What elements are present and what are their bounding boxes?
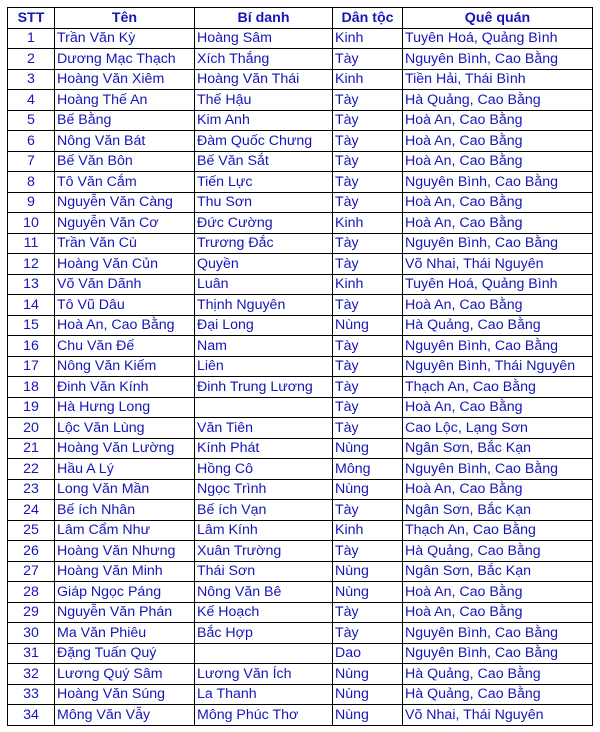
cell-que: Hoà An, Cao Bằng (403, 582, 593, 603)
cell-que: Hà Quảng, Cao Bằng (403, 90, 593, 111)
cell-stt: 29 (8, 602, 55, 623)
header-bidanh: Bí danh (195, 8, 333, 29)
cell-que: Hoà An, Cao Bằng (403, 151, 593, 172)
cell-bidanh: Thịnh Nguyên (195, 295, 333, 316)
cell-bidanh: Quyền (195, 254, 333, 275)
cell-bidanh: Bắc Hợp (195, 623, 333, 644)
cell-dantoc: Nùng (333, 705, 403, 726)
cell-stt: 10 (8, 213, 55, 234)
cell-que: Nguyên Bình, Cao Bằng (403, 643, 593, 664)
cell-ten: Hoàng Văn Lường (55, 438, 195, 459)
cell-ten: Dương Mạc Thạch (55, 49, 195, 70)
cell-que: Nguyên Bình, Cao Bằng (403, 172, 593, 193)
table-row (8, 49, 593, 70)
cell-que: Võ Nhai, Thái Nguyên (403, 705, 593, 726)
cell-ten: Võ Văn Dãnh (55, 274, 195, 295)
cell-que: Hoà An, Cao Bằng (403, 192, 593, 213)
cell-bidanh: Bế Văn Sắt (195, 151, 333, 172)
cell-ten: Hoàng Văn Củn (55, 254, 195, 275)
cell-que: Nguyên Bình, Cao Bằng (403, 459, 593, 480)
cell-ten: Bế Bằng (55, 110, 195, 131)
table-row (8, 520, 593, 541)
cell-stt: 15 (8, 315, 55, 336)
cell-stt: 16 (8, 336, 55, 357)
cell-dantoc: Tày (333, 254, 403, 275)
cell-dantoc: Nùng (333, 664, 403, 685)
cell-bidanh: La Thanh (195, 684, 333, 705)
cell-dantoc: Nùng (333, 315, 403, 336)
cell-que: Hoà An, Cao Bằng (403, 213, 593, 234)
cell-stt: 11 (8, 233, 55, 254)
cell-stt: 13 (8, 274, 55, 295)
cell-ten: Đặng Tuấn Quý (55, 643, 195, 664)
cell-dantoc: Tày (333, 602, 403, 623)
people-table (7, 7, 593, 726)
cell-que: Võ Nhai, Thái Nguyên (403, 254, 593, 275)
cell-dantoc: Tày (333, 151, 403, 172)
table-row (8, 192, 593, 213)
cell-ten: Lộc Văn Lùng (55, 418, 195, 439)
cell-que: Hoà An, Cao Bằng (403, 295, 593, 316)
cell-stt: 7 (8, 151, 55, 172)
table-row (8, 643, 593, 664)
cell-stt: 3 (8, 69, 55, 90)
cell-bidanh: Kính Phát (195, 438, 333, 459)
cell-ten: Giáp Ngọc Páng (55, 582, 195, 603)
cell-dantoc: Nùng (333, 561, 403, 582)
table-row (8, 233, 593, 254)
cell-bidanh: Hoàng Sâm (195, 28, 333, 49)
cell-stt: 32 (8, 664, 55, 685)
cell-que: Hà Quảng, Cao Bằng (403, 315, 593, 336)
cell-dantoc: Dao (333, 643, 403, 664)
table-row (8, 684, 593, 705)
table-row (8, 541, 593, 562)
table-row (8, 438, 593, 459)
cell-ten: Nông Văn Kiếm (55, 356, 195, 377)
table-row (8, 172, 593, 193)
cell-ten: Hà Hưng Long (55, 397, 195, 418)
cell-bidanh: Nông Văn Bê (195, 582, 333, 603)
cell-stt: 18 (8, 377, 55, 398)
cell-ten: Hoàng Văn Nhưng (55, 541, 195, 562)
table-row (8, 561, 593, 582)
cell-stt: 4 (8, 90, 55, 111)
cell-dantoc: Tày (333, 110, 403, 131)
cell-ten: Lâm Cẩm Như (55, 520, 195, 541)
header-dantoc: Dân tộc (333, 8, 403, 29)
cell-dantoc: Tày (333, 623, 403, 644)
cell-dantoc: Tày (333, 295, 403, 316)
cell-que: Ngân Sơn, Bắc Kạn (403, 438, 593, 459)
cell-que: Hà Quảng, Cao Bằng (403, 684, 593, 705)
table-row (8, 274, 593, 295)
cell-bidanh: Liên (195, 356, 333, 377)
cell-dantoc: Kinh (333, 213, 403, 234)
table-row (8, 90, 593, 111)
cell-bidanh: Văn Tiên (195, 418, 333, 439)
table-row (8, 110, 593, 131)
cell-que: Tuyên Hoá, Quảng Bình (403, 28, 593, 49)
spreadsheet-table-container (7, 7, 593, 726)
cell-ten: Hoàng Văn Xiêm (55, 69, 195, 90)
table-row (8, 151, 593, 172)
table-body (8, 28, 593, 725)
cell-que: Hoà An, Cao Bằng (403, 602, 593, 623)
cell-dantoc: Tày (333, 541, 403, 562)
cell-que: Tiền Hải, Thái Bình (403, 69, 593, 90)
cell-stt: 1 (8, 28, 55, 49)
cell-bidanh: Nam (195, 336, 333, 357)
cell-bidanh: Lâm Kính (195, 520, 333, 541)
header-stt: STT (8, 8, 55, 29)
cell-stt: 12 (8, 254, 55, 275)
cell-bidanh: Bế ích Vạn (195, 500, 333, 521)
cell-dantoc: Tày (333, 336, 403, 357)
table-row (8, 602, 593, 623)
cell-dantoc: Nùng (333, 684, 403, 705)
cell-que: Cao Lộc, Lạng Sơn (403, 418, 593, 439)
table-row (8, 705, 593, 726)
cell-dantoc: Nùng (333, 438, 403, 459)
header-que: Quê quán (403, 8, 593, 29)
cell-bidanh: Hoàng Văn Thái (195, 69, 333, 90)
cell-que: Nguyên Bình, Cao Bằng (403, 49, 593, 70)
table-row (8, 459, 593, 480)
cell-ten: Hoàng Văn Súng (55, 684, 195, 705)
table-row (8, 500, 593, 521)
table-row (8, 69, 593, 90)
cell-ten: Tô Văn Cắm (55, 172, 195, 193)
cell-bidanh: Ngọc Trình (195, 479, 333, 500)
cell-que: Thạch An, Cao Bằng (403, 377, 593, 398)
cell-ten: Nguyễn Văn Cơ (55, 213, 195, 234)
cell-stt: 27 (8, 561, 55, 582)
cell-bidanh: Lương Văn Ích (195, 664, 333, 685)
table-row (8, 213, 593, 234)
cell-que: Thạch An, Cao Bằng (403, 520, 593, 541)
cell-bidanh: Thế Hậu (195, 90, 333, 111)
cell-stt: 6 (8, 131, 55, 152)
cell-ten: Nông Văn Bát (55, 131, 195, 152)
cell-stt: 2 (8, 49, 55, 70)
cell-stt: 30 (8, 623, 55, 644)
cell-ten: Bế ích Nhân (55, 500, 195, 521)
cell-stt: 33 (8, 684, 55, 705)
cell-stt: 9 (8, 192, 55, 213)
cell-stt: 22 (8, 459, 55, 480)
table-row (8, 623, 593, 644)
cell-bidanh: Đức Cường (195, 213, 333, 234)
cell-ten: Trần Văn Kỳ (55, 28, 195, 49)
cell-que: Nguyên Bình, Cao Bằng (403, 623, 593, 644)
cell-ten: Hầu A Lý (55, 459, 195, 480)
cell-stt: 5 (8, 110, 55, 131)
cell-que: Hà Quảng, Cao Bằng (403, 541, 593, 562)
cell-bidanh: Xích Thắng (195, 49, 333, 70)
table-row (8, 664, 593, 685)
table-row (8, 479, 593, 500)
cell-dantoc: Tày (333, 356, 403, 377)
cell-dantoc: Tày (333, 172, 403, 193)
cell-ten: Hoàng Thế An (55, 90, 195, 111)
cell-bidanh: Xuân Trường (195, 541, 333, 562)
cell-stt: 23 (8, 479, 55, 500)
cell-que: Hoà An, Cao Bằng (403, 131, 593, 152)
cell-ten: Mông Văn Vẫy (55, 705, 195, 726)
table-header-row (8, 8, 593, 29)
table-row (8, 28, 593, 49)
cell-ten: Nguyễn Văn Càng (55, 192, 195, 213)
table-row (8, 356, 593, 377)
cell-bidanh: Hồng Cô (195, 459, 333, 480)
cell-stt: 19 (8, 397, 55, 418)
cell-dantoc: Mông (333, 459, 403, 480)
cell-bidanh: Trương Đắc (195, 233, 333, 254)
cell-dantoc: Tày (333, 192, 403, 213)
cell-stt: 34 (8, 705, 55, 726)
cell-ten: Trần Văn Cù (55, 233, 195, 254)
cell-que: Nguyên Bình, Thái Nguyên (403, 356, 593, 377)
cell-que: Hoà An, Cao Bằng (403, 397, 593, 418)
cell-ten: Long Văn Mần (55, 479, 195, 500)
cell-ten: Tô Vũ Dâu (55, 295, 195, 316)
cell-bidanh: Đại Long (195, 315, 333, 336)
cell-dantoc: Kinh (333, 520, 403, 541)
cell-dantoc: Tày (333, 49, 403, 70)
table-row (8, 131, 593, 152)
table-row (8, 377, 593, 398)
cell-que: Nguyên Bình, Cao Bằng (403, 336, 593, 357)
cell-que: Hà Quảng, Cao Bằng (403, 664, 593, 685)
cell-dantoc: Kinh (333, 274, 403, 295)
cell-stt: 20 (8, 418, 55, 439)
cell-dantoc: Tày (333, 377, 403, 398)
cell-ten: Hoà An, Cao Bằng (55, 315, 195, 336)
cell-stt: 21 (8, 438, 55, 459)
cell-dantoc: Tày (333, 233, 403, 254)
cell-dantoc: Tày (333, 418, 403, 439)
cell-que: Tuyên Hoá, Quảng Bình (403, 274, 593, 295)
cell-dantoc: Nùng (333, 479, 403, 500)
table-row (8, 582, 593, 603)
cell-bidanh: Mông Phúc Thơ (195, 705, 333, 726)
table-row (8, 254, 593, 275)
cell-ten: Ma Văn Phiêu (55, 623, 195, 644)
table-row (8, 315, 593, 336)
cell-dantoc: Tày (333, 90, 403, 111)
cell-que: Nguyên Bình, Cao Bằng (403, 233, 593, 254)
cell-bidanh: Thu Sơn (195, 192, 333, 213)
table-row (8, 418, 593, 439)
cell-ten: Nguyễn Văn Phán (55, 602, 195, 623)
cell-dantoc: Nùng (333, 582, 403, 603)
cell-dantoc: Kinh (333, 28, 403, 49)
cell-stt: 25 (8, 520, 55, 541)
cell-stt: 14 (8, 295, 55, 316)
header-ten: Tên (55, 8, 195, 29)
cell-ten: Hoàng Văn Minh (55, 561, 195, 582)
cell-bidanh: Kim Anh (195, 110, 333, 131)
cell-bidanh: Luân (195, 274, 333, 295)
cell-stt: 31 (8, 643, 55, 664)
cell-bidanh (195, 643, 333, 664)
cell-stt: 24 (8, 500, 55, 521)
cell-ten: Bế Văn Bôn (55, 151, 195, 172)
cell-bidanh: Kế Hoạch (195, 602, 333, 623)
cell-que: Ngân Sơn, Bắc Kạn (403, 561, 593, 582)
cell-que: Ngân Sơn, Bắc Kạn (403, 500, 593, 521)
cell-que: Hoà An, Cao Bằng (403, 110, 593, 131)
cell-bidanh: Đàm Quốc Chưng (195, 131, 333, 152)
table-row (8, 295, 593, 316)
cell-ten: Chu Văn Đế (55, 336, 195, 357)
cell-bidanh: Tiến Lực (195, 172, 333, 193)
cell-bidanh: Đinh Trung Lương (195, 377, 333, 398)
cell-dantoc: Tày (333, 131, 403, 152)
cell-stt: 28 (8, 582, 55, 603)
table-row (8, 397, 593, 418)
cell-ten: Lương Quý Sâm (55, 664, 195, 685)
cell-stt: 17 (8, 356, 55, 377)
cell-stt: 8 (8, 172, 55, 193)
cell-ten: Đinh Văn Kính (55, 377, 195, 398)
cell-que: Hoà An, Cao Bằng (403, 479, 593, 500)
cell-stt: 26 (8, 541, 55, 562)
cell-dantoc: Tày (333, 397, 403, 418)
cell-bidanh: Thái Sơn (195, 561, 333, 582)
cell-dantoc: Tày (333, 500, 403, 521)
table-row (8, 336, 593, 357)
cell-bidanh (195, 397, 333, 418)
cell-dantoc: Kinh (333, 69, 403, 90)
